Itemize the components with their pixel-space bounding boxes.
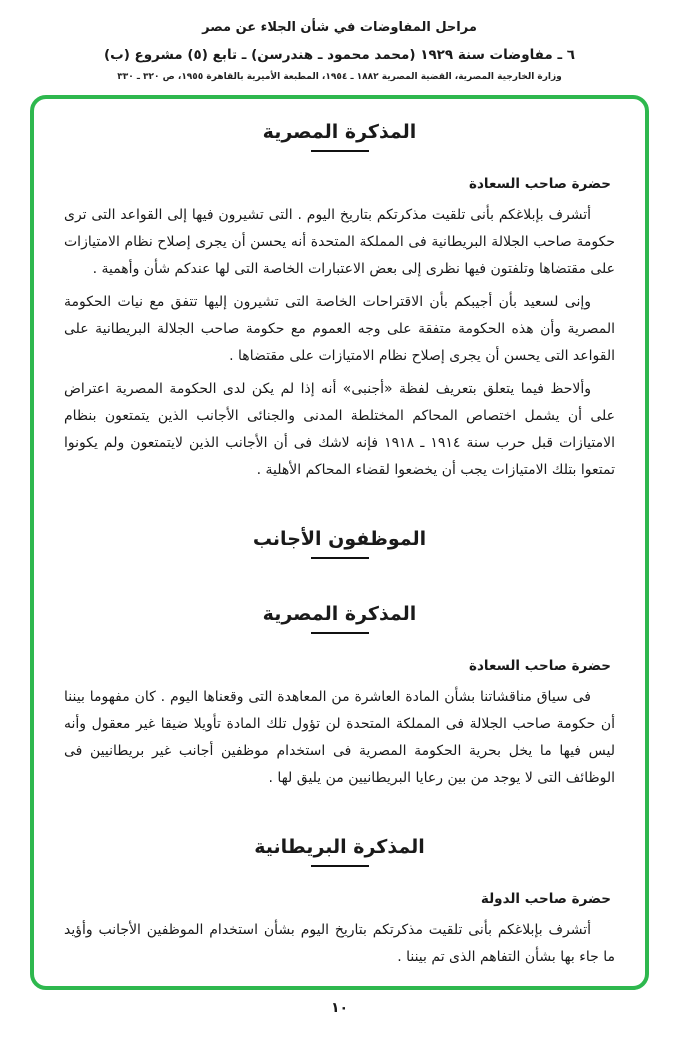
section-body xyxy=(64,684,615,792)
page-number: ١٠ xyxy=(330,1000,349,1016)
section-title-block xyxy=(64,603,615,634)
section-body xyxy=(64,917,615,971)
paragraph: وإنى لسعيد بأن أجيبكم بأن الاقتراحات الخاصة التى تشيرون إليها تتفق مع نيات الحكومة المصرية وأن هذه الحكومة متفقة على وجه العموم مع حكومة صاحب الجلالة البريطانية على القواعد التى يحسن أن يجرى إصلاح نظام الامتيازات على مقتضاها . xyxy=(64,294,615,364)
header-source-citation: وزارة الخارجية المصرية، القضية المصرية ١٨٨٢ ـ ١٩٥٤، المطبعة الأميرية بالقاهرة ١٩٥٥، ص ٣٢٠ ـ ٣٣٠ xyxy=(117,72,562,82)
section-title-block xyxy=(64,528,615,559)
header-title: مراحل المفاوضات في شأن الجلاء عن مصر xyxy=(202,20,477,35)
salutation: حضرة صاحب الدولة xyxy=(480,891,611,907)
header-subtitle: ٦ ـ مفاوضات سنة ١٩٢٩ (محمد محمود ـ هندرسن) ـ تابع (٥) مشروع (ب) xyxy=(103,47,576,63)
section-title: المذكرة المصرية xyxy=(262,603,417,625)
paragraph: وألاحظ فيما يتعلق بتعريف لفظة «أجنبى» أنه إذا لم يكن لدى الحكومة المصرية اعتراض على أن يشمل اختصاص المحاكم المختلطة المدنى والجنائى الأجانب الذين يتمتعون بنظام الامتيازات قبل حرب سنة ١٩١٤ ـ ١٩١٨ فإنه لاشك فى أن الأجانب الذين لايتمتعون ولم يكونوا تمتعوا بتلك الامتيازات يجب أن يخضعوا لقضاء المحاكم الأهلية . xyxy=(64,381,615,478)
content-frame xyxy=(30,95,649,990)
salutation: حضرة صاحب السعادة xyxy=(469,176,611,192)
section-title: المذكرة المصرية xyxy=(262,121,417,143)
title-underline xyxy=(311,632,369,634)
title-underline xyxy=(311,557,369,559)
document-header xyxy=(0,0,679,82)
section-title: الموظفون الأجانب xyxy=(252,528,427,550)
section-british-memo xyxy=(64,836,615,971)
section-title-block xyxy=(64,121,615,152)
section-egyptian-memo-2 xyxy=(64,603,615,792)
salutation: حضرة صاحب السعادة xyxy=(469,658,611,674)
section-title: المذكرة البريطانية xyxy=(254,836,425,858)
title-underline xyxy=(311,865,369,867)
section-body xyxy=(64,202,615,484)
title-underline xyxy=(311,150,369,152)
paragraph: فى سياق مناقشاتنا بشأن المادة العاشرة من المعاهدة التى وقعناها اليوم . كان مفهوما بيننا أن حكومة صاحب الجلالة فى المملكة المتحدة لن تؤول تلك المادة تأويلا ضيقا غير معقول وأنه ليس فيها ما يخل بحرية الحكومة المصرية فى استخدام موظفين أجانب غير بريطانيين فى الوظائف التى لا يوجد من بين رعايا البريطانيين من يليق لها . xyxy=(64,689,615,786)
paragraph: أتشرف بإبلاغكم بأنى تلقيت مذكرتكم بتاريخ اليوم . التى تشيرون فيها إلى القواعد التى ترى حكومة صاحب الجلالة البريطانية فى المملكة المتحدة أنه يحسن أن يجرى إصلاح نظام الامتيازات على مقتضاها وتلفتون فيها نظرى إلى بعض الاعتبارات الخاصة التى لها عندكم شأن وأهمية . xyxy=(64,207,615,277)
section-title-block xyxy=(64,836,615,867)
section-foreign-officials-heading xyxy=(64,528,615,559)
paragraph: أتشرف بإبلاغكم بأنى تلقيت مذكرتكم بتاريخ اليوم بشأن استخدام الموظفين الأجانب وأؤيد ما جاء بها بشأن التفاهم الذى تم بيننا . xyxy=(64,922,615,965)
section-egyptian-memo-1 xyxy=(64,121,615,484)
